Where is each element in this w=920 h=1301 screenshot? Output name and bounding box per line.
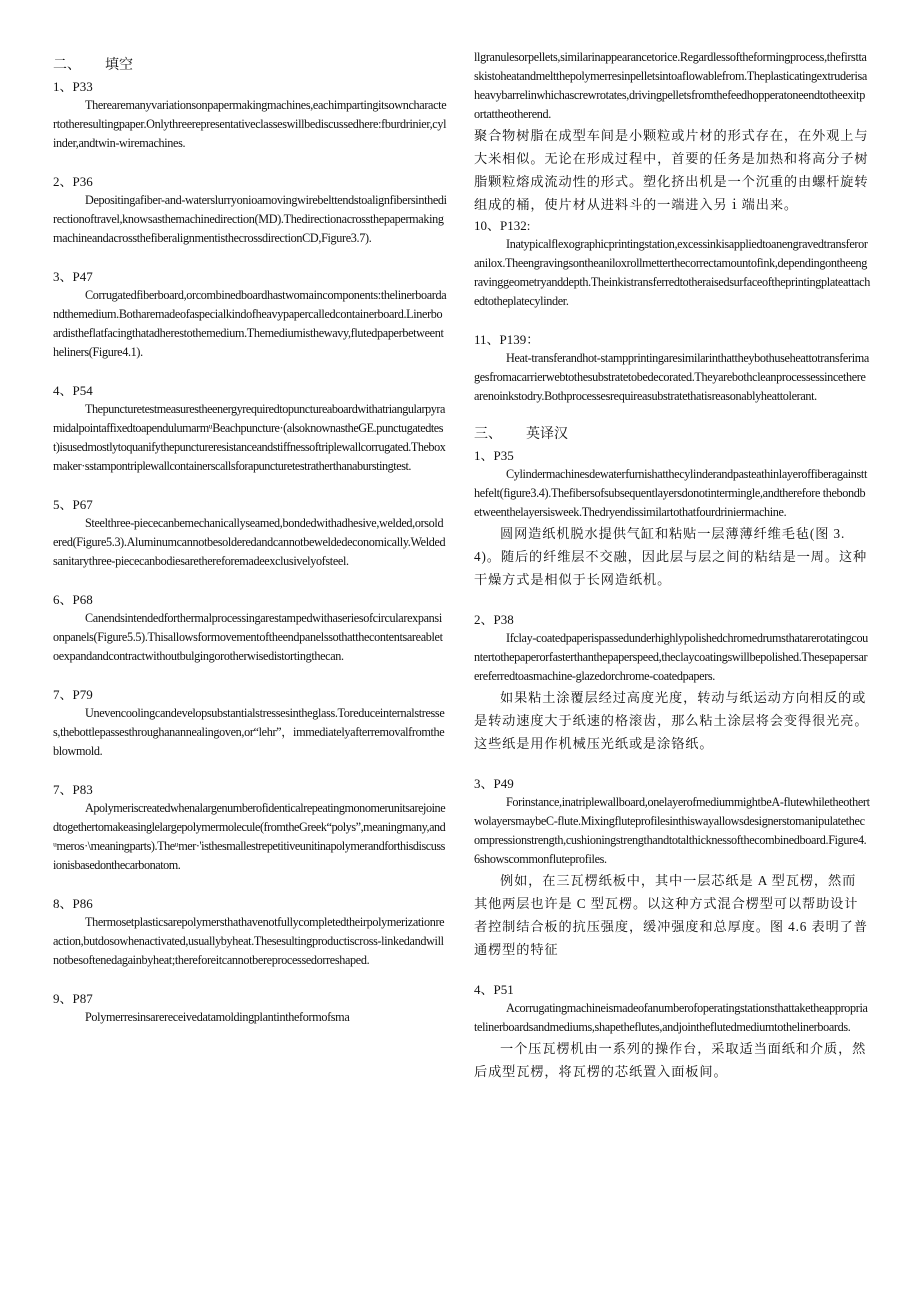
question-label: 4、P54 <box>53 383 93 398</box>
question-label: 4、P51 <box>474 982 514 997</box>
question-label: 1、P35 <box>474 448 514 463</box>
chinese-translation: 一个压瓦楞机由一系列的操作台，采取适当面纸和介质，然后成型瓦楞，将瓦楞的芯纸置入面板间。 <box>474 1041 867 1079</box>
question-block <box>53 590 447 666</box>
translation-block <box>474 446 870 591</box>
question-text: ThepuncturetestmeasurestheenergyrequiredtopunctureaboardwithatriangularpyramidalpointaffixedtoapendulumarmᵘBeachpuncture·(alsoknownastheGE.punctugatedtest)isusedmostlytoquanifythepunctureresistanceandstiffnessoftriplewallcorrugated.Theboxmaker·sstampontriplewallcontainerscallsforapuncturetestratherthanaburstingtest. <box>53 402 446 473</box>
question-label: 10、P132: <box>474 218 531 233</box>
question-text: Heat-transferandhot-stampprintingaresimilarinthattheybothuseheattotransferimagesfromacarrierwebtothesubstratetobedecorated.Theyarebothcleanprocessessincetherearenoinkstodry.Bothprocessesrequireasubstratethatisreasonablyheattolerant. <box>474 351 869 403</box>
question-text-continued: llgranulesorpellets,similarinappearancetorice.Regardlessoftheformingprocess,thefirsttaskistoheatandmeltthepolymerresinpelletsintoaflowablefrom.Theplasticatingextruderisaheavybarrelinwhichascrewrotates,drivingpelletsfromthefeedhopperatoneendtotheexitportattheotherend. <box>474 50 867 121</box>
chinese-translation: 如果粘土涂覆层经过高度光度，转动与纸运动方向相反的或是转动速度大于纸速的格滚齿，那么粘土涂层将会变得很光亮。这些纸是用作机械压光纸或是涂铬纸。 <box>474 690 869 751</box>
question-block <box>53 495 447 571</box>
question-label: 6、P68 <box>53 592 93 607</box>
question-block <box>53 267 447 362</box>
question-text: Unevencoolingcandevelopsubstantialstressesintheglass.Toreduceinternalstresses,thebottlepassesthroughanannealingoven,or“lehr”，immediatelyafterremovalfromtheblowmold. <box>53 706 445 758</box>
question-block <box>53 172 447 248</box>
translation-block <box>474 774 870 961</box>
section-label: 英译汉 <box>526 427 568 442</box>
translation-block <box>474 610 870 755</box>
english-text: Forinstance,inatriplewallboard,onelayerofmediummightbeA-flutewhiletheothertwolayersmaybeC-flute.Mixingfluteprofilesinthiswayallowsdesignerstomanipulatethecompressionstrength,cushioningstrengthandtotalthicknessofthecombinedboard.Figure4.6showscommonfluteprofiles. <box>474 795 870 866</box>
question-label: 9、P87 <box>53 991 93 1006</box>
english-text: Cylindermachinesdewaterfurnishatthecylinderandpasteathinlayeroffiberagainstthefelt(figure3.4).Thefibersofsubsequentlayersdonotintermingle,andtherefore thebondbetweenthelayersisweek.Thedryendissimilartothatfourdriniermachine. <box>474 467 867 519</box>
question-label: 1、P33 <box>53 79 93 94</box>
question-label: 2、P36 <box>53 174 93 189</box>
right-column <box>474 50 870 1102</box>
left-column <box>53 56 447 1046</box>
question-text: Canendsintendedforthermalprocessingarestampedwithaseriesofcircularexpansionpanels(Figure5.5).Thisallowsformovementoftheendpanelssothatthecontentsareabletoexpandandcontractwithoutbulgingorotherwisedistortingthecan. <box>53 611 443 663</box>
translation-block <box>474 980 870 1083</box>
question-label: 2、P38 <box>474 612 514 627</box>
question-text: Steelthree-piececanbemechanicallyseamed,bondedwithadhesive,welded,orsoldered(Figure5.3).Aluminumcannotbesolderedandcannotbeweldedeconomically.Weldedsanitarythree-piececanbodiesarethereforemadeexclusivelyofsteel. <box>53 516 446 568</box>
question-block <box>53 989 447 1027</box>
question-block <box>53 894 447 970</box>
question-label: 7、P83 <box>53 782 93 797</box>
section-label: 填空 <box>105 58 133 73</box>
question-label: 8、P86 <box>53 896 93 911</box>
question-label: 11、P139： <box>474 332 540 347</box>
question-text: Therearemanyvariationsonpapermakingmachines,eachimpartingitsowncharactertotheresultingpaper.Onlythreerepresentativeclasseswillbediscussedhere:fburdrinier,cylinder,andtwin-wiremachines. <box>53 98 447 150</box>
section-title-fill-blank <box>53 56 447 75</box>
question-text: Corrugatedfiberboard,orcombinedboardhastwomaincomponents:thelinerboardandthemedium.Botharemadeofaspecialkindofheavypapercalledcontainerboard.Linerboardistheflatfacingthatadherestothemedium.Themediumisthewavy,flutedpaperbetweentheliners(Figure4.1). <box>53 288 447 359</box>
question-text: Apolymeriscreatedwhenalargenumberofidenticalrepeatingmonomerunitsarejoinedtogethertomakeasinglelargepolymermolecule(fromtheGreek“polys”,meaningmany,andᵘmeros·\meaningparts).Theᵘmer·'isthesmallestrepetitiveunitinapolymerandforthisdiscussionisbasedonthecarbonatom. <box>53 801 446 872</box>
question-text: Thermosetplasticsarepolymersthathavenotfullycompletedtheirpolymerizationreaction,butdosowhenactivated,usuallybyheat.Thesesultingproductiscross-linkedandwillnotbesoftenedagainbyheat;thereforeitcannotbereprocessedorreshaped. <box>53 915 445 967</box>
english-text: Acorrugatingmachineismadeofanumberofoperatingstationsthattaketheappropriatelinerboardsandmediums,shapetheflutes,andjointheflutedmediumtothelinerboards. <box>474 1001 868 1034</box>
section-number: 二、 <box>53 58 81 73</box>
section-title-translation <box>474 425 870 444</box>
question-block <box>53 780 447 875</box>
chinese-translation: 聚合物树脂在成型车间是小颗粒或片材的形式存在，在外观上与大米相似。无论在形成过程中，首要的任务是加热和将高分子树脂颗粒熔成流动性的形式。塑化挤出机是一个沉重的由螺杆旋转组成的桶，使片材从进料斗的一端进入另ｉ端出来。 <box>474 128 869 212</box>
english-text: Ifclay-coatedpaperispassedunderhighlypolishedchromedrumsthatarerotatingcountertothepaperorfasterthanthepaperspeed,theclaycoatingswillbepolished.Thesepapersarereferredtoasmachine-glazedorchrome-coatedpapers. <box>474 631 868 683</box>
question-text: Inatypicalflexographicprintingstation,excessinkisappliedtoanengravedtransferoranilox.Theengravingsontheaniloxrollmetterthecorrectamountofink,dependingontheengravinggeometryanddepth.Theinkistransferredtotheraisedsurfaceoftheprintingplateattachedtotheplatecylinder. <box>474 237 870 308</box>
question-label: 7、P79 <box>53 687 93 702</box>
question-label: 3、P47 <box>53 269 93 284</box>
question-block <box>53 381 447 476</box>
question-text: Polymerresinsarereceivedatamoldingplantintheformofsma <box>85 1010 350 1024</box>
section-number: 三、 <box>474 427 502 442</box>
question-block <box>53 77 447 153</box>
question-text: Depositingafiber-and-waterslurryonioamovingwirebelttendstoalignfibersinthedirectionoftravel,knowsasthemachinedirection(MD).ThedirectionacrossthepapermakingmachineandacrossthefiberalignmentisthecrossdirectionCD,Figure3.7). <box>53 193 447 245</box>
question-label: 3、P49 <box>474 776 514 791</box>
question-block <box>474 216 870 311</box>
chinese-translation: 圆网造纸机脱水提供气缸和粘贴一层薄薄纤维毛毡(图 3.4)。随后的纤维层不交融，因此层与层之间的粘结是一周。这种干燥方式是相似于长网造纸机。 <box>474 526 868 587</box>
chinese-translation: 例如，在三瓦楞纸板中，其中一层芯纸是 A 型瓦楞，然而其他两层也许是 C 型瓦楞。以这种方式混合楞型可以帮助设计者控制结合板的抗压强度，缓冲强度和总厚度。图 4.6 表明了普通楞型的特征 <box>474 873 868 957</box>
question-label: 5、P67 <box>53 497 93 512</box>
question-continuation <box>474 48 870 216</box>
question-block <box>53 685 447 761</box>
question-block <box>474 330 870 406</box>
